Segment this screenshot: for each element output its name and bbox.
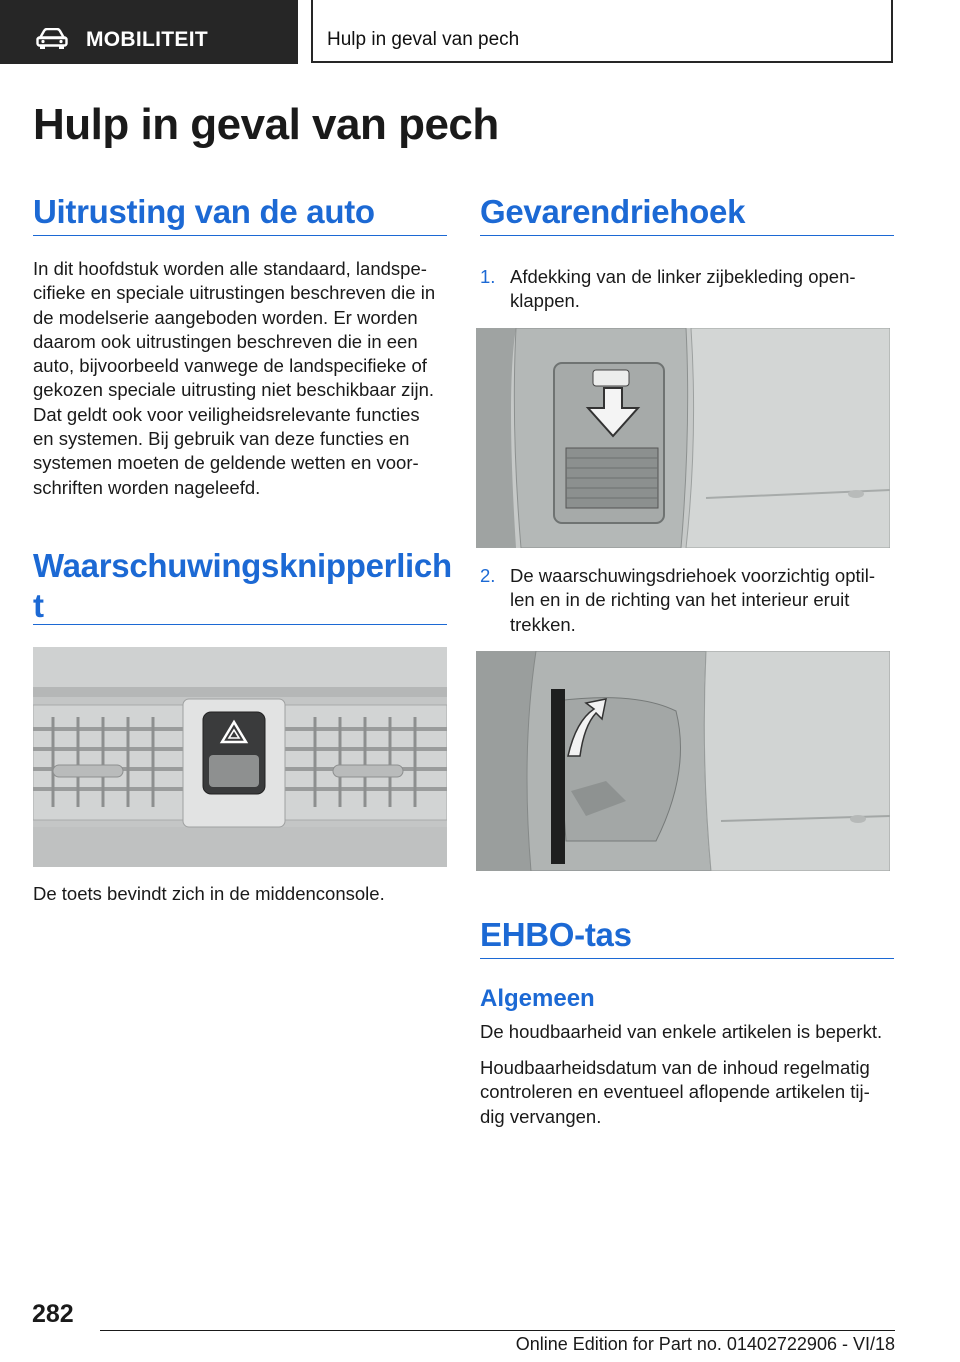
heading-rule	[33, 624, 447, 625]
text-line: dig vervangen.	[480, 1105, 602, 1127]
step-text	[510, 265, 895, 314]
step-number: 1.	[480, 266, 496, 287]
footer-edition: Online Edition for Part no. 01402722906 - VI/18	[515, 1334, 895, 1354]
text-line: de modelserie aangeboden worden. Er worden	[33, 306, 418, 328]
page-title: Hulp in geval van pech	[33, 100, 499, 149]
header-section-tab	[0, 0, 298, 64]
text-line: controleren en eventueel aflopende artikelen tij‐	[480, 1081, 870, 1103]
text-line: len en in de richting van het interieur eruit	[510, 589, 850, 611]
trim-cover-figure	[476, 328, 890, 548]
trim-cover-illustration	[476, 328, 890, 548]
hazard-triangle-icon	[219, 719, 249, 745]
triangle-removal-figure	[476, 651, 890, 871]
text-line: Afdekking van de linker zijbekleding open‐	[510, 266, 856, 287]
heading-line: t	[33, 587, 44, 624]
text-line: en systemen. Bij gebruik van deze functies en	[33, 428, 410, 450]
text-line: schriften worden nageleefd.	[33, 476, 261, 498]
hazard-caption: De toets bevindt zich in de middenconsole.	[33, 883, 385, 904]
hazard-switch-figure	[33, 647, 447, 867]
step-item	[480, 265, 895, 315]
text-line: De waarschuwingsdriehoek voorzichtig optil‐	[510, 565, 876, 586]
section-label: MOBILITEIT	[86, 28, 208, 51]
heading-line: Waarschuwingsknipperlich	[33, 547, 452, 584]
text-line: gekozen speciale uitrusting niet beschikbaar zijn.	[33, 379, 435, 401]
text-line: auto, bijvoorbeeld vanwege de landspecifieke of	[33, 355, 427, 377]
heading-waarschuwingsknipperlicht	[33, 546, 452, 626]
heading-rule	[480, 235, 894, 236]
heading-rule	[480, 958, 894, 959]
text-line: In dit hoofdstuk worden alle standaard, landspe‐	[33, 258, 427, 279]
subheading-algemeen: Algemeen	[480, 985, 595, 1012]
footer-rule	[100, 1330, 895, 1331]
hazard-switch-illustration	[33, 647, 447, 867]
heading-uitrusting: Uitrusting van de auto	[33, 193, 375, 230]
page-number: 282	[32, 1300, 74, 1328]
text-line: Dat geldt ook voor veiligheidsrelevante functies	[33, 403, 420, 425]
step-item	[480, 564, 895, 639]
ehbo-paragraph-1: De houdbaarheid van enkele artikelen is beperkt.	[480, 1021, 883, 1042]
breadcrumb	[311, 0, 893, 63]
text-line: klappen.	[510, 290, 580, 312]
triangle-removal-illustration	[476, 651, 890, 871]
ehbo-paragraph-2	[480, 1056, 900, 1129]
heading-rule	[33, 235, 447, 236]
text-line: systemen moeten de geldende wetten en voor‐	[33, 452, 419, 474]
heading-gevarendriehoek: Gevarendriehoek	[480, 193, 746, 230]
text-line: trekken.	[510, 613, 576, 635]
intro-paragraph	[33, 257, 453, 500]
step-text	[510, 564, 895, 637]
car-icon	[36, 28, 68, 50]
heading-ehbo-tas: EHBO-tas	[480, 916, 632, 953]
text-line: Houdbaarheidsdatum van de inhoud regelmatig	[480, 1057, 870, 1078]
breadcrumb-text: Hulp in geval van pech	[327, 29, 520, 50]
text-line: cifieke en speciale uitrustingen beschreven die in	[33, 282, 436, 304]
step-number: 2.	[480, 565, 496, 586]
text-line: daarom ook uitrustingen beschreven die in een	[33, 330, 418, 352]
